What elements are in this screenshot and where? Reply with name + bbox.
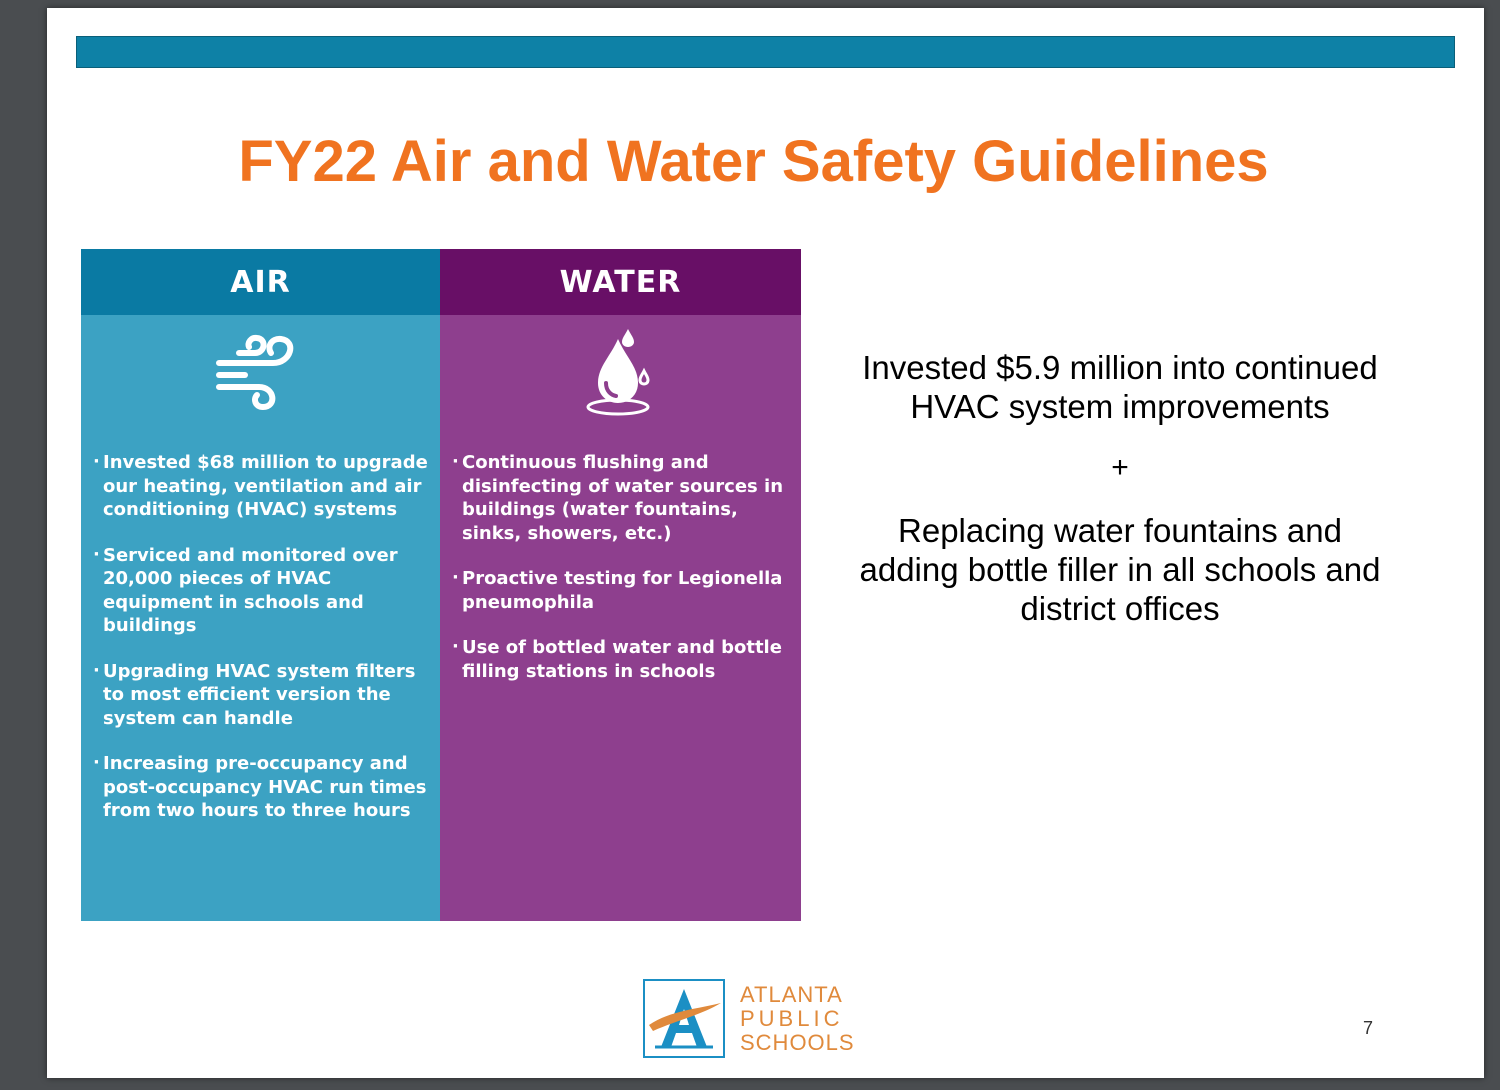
air-column [81,249,440,921]
wind-icon [211,333,311,413]
air-water-panel [81,249,801,921]
replacement-text: Replacing water fountains and adding bottle filler in all schools and district offices [859,512,1381,627]
air-bullet: · Increasing pre-occupancy and post-occupancy HVAC run times from two hours to three hours [95,752,436,823]
air-bullet: · Serviced and monitored over 20,000 pieces of HVAC equipment in schools and buildings [95,544,436,638]
air-bullet: · Upgrading HVAC system filters to most efficient version the system can handle [95,660,436,731]
water-heading: WATER [440,249,801,315]
slide-title: FY22 Air and Water Safety Guidelines [238,129,1269,194]
aps-logo-mark [643,979,725,1058]
aps-logo-text: ATLANTA PUBLIC SCHOOLS [740,981,855,1055]
air-heading: AIR [81,249,440,315]
slide [47,8,1484,1078]
plus-sign: + [1111,451,1129,484]
water-drop-icon [576,327,666,417]
air-bullet: · Invested $68 million to upgrade our heating, ventilation and air conditioning (HVAC) systems [95,451,436,522]
investment-text: Invested $5.9 million into continued HVAC system improvements [862,349,1378,425]
page-number: 7 [1363,1018,1374,1038]
summary-text [847,348,1393,628]
water-bullet: · Use of bottled water and bottle filling stations in schools [454,636,797,683]
water-bullet: · Continuous flushing and disinfecting of water sources in buildings (water fountains, sinks, showers, etc.) [454,451,797,545]
air-bullets [95,451,436,845]
top-accent-bar [76,36,1455,68]
aps-logo [643,979,855,1058]
water-bullets [454,451,797,705]
water-bullet: · Proactive testing for Legionella pneumophila [454,567,797,614]
water-column [440,249,801,921]
